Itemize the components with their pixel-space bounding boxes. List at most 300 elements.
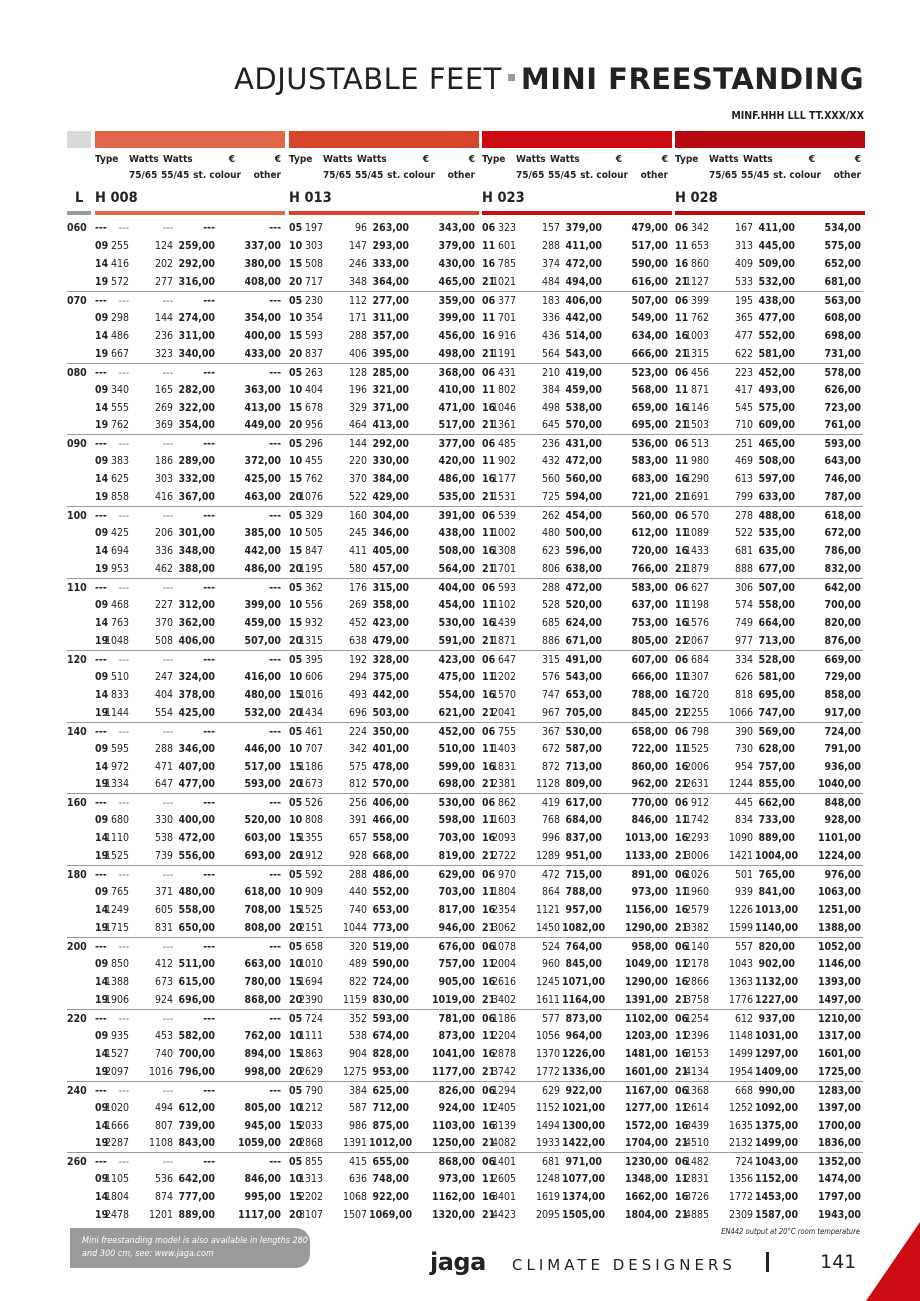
table-cell: 21 <box>675 563 689 576</box>
table-cell: 21 <box>675 491 689 504</box>
table-cell: 517,00 <box>438 419 475 432</box>
table-cell: 19 <box>95 275 109 288</box>
table-cell: 415 <box>348 1156 367 1169</box>
table-cell: 21 <box>675 706 689 719</box>
table-cell: 629,00 <box>438 869 475 882</box>
table-cell: 560 <box>541 473 560 486</box>
table-cell: 10 <box>289 886 303 899</box>
table-cell: 391,00 <box>438 510 475 523</box>
table-cell: 1315 <box>684 347 709 360</box>
table-cell: 454,00 <box>565 510 602 523</box>
table-cell: 762 <box>110 419 129 432</box>
table-cell: 20 <box>289 634 303 647</box>
table-cell: 2354 <box>491 904 516 917</box>
table-cell: 617,00 <box>565 797 602 810</box>
table-cell: 1078 <box>491 941 516 953</box>
table-cell: 15 <box>289 832 303 845</box>
table-cell: 1177,00 <box>431 1065 475 1078</box>
table-cell: 303 <box>154 473 173 486</box>
table-cell: --- <box>118 653 129 666</box>
table-cell: 186 <box>154 455 173 468</box>
table-row <box>67 901 863 919</box>
table-cell: 465,00 <box>438 275 475 288</box>
hdr-type: Type <box>289 154 313 165</box>
table-cell: 456,00 <box>438 329 475 342</box>
table-cell: 858 <box>110 491 129 504</box>
table-cell: 505 <box>304 527 323 540</box>
table-cell: 1587,00 <box>755 1209 799 1222</box>
table-cell: 124 <box>154 239 173 252</box>
table-cell: 872 <box>541 760 560 773</box>
table-cell: 1320,00 <box>431 1209 475 1222</box>
table-cell: 673 <box>154 975 173 988</box>
table-cell: 543,00 <box>565 670 602 683</box>
table-cell: 532,00 <box>758 275 795 288</box>
table-cell: 05 <box>289 510 303 523</box>
table-cell: 1105 <box>104 1173 129 1186</box>
table-cell: 678 <box>304 401 323 414</box>
table-cell: 1244 <box>728 778 753 791</box>
table-cell: --- <box>95 438 107 451</box>
table-cell: 220 <box>348 455 367 468</box>
table-cell: 508,00 <box>438 545 475 558</box>
table-cell: 05 <box>289 222 303 234</box>
table-cell: 19 <box>95 1137 109 1150</box>
table-cell: --- <box>269 438 281 451</box>
table-cell: --- <box>95 582 107 594</box>
table-cell: 658 <box>304 941 323 953</box>
table-cell: 653,00 <box>565 688 602 701</box>
table-cell: 21 <box>482 275 496 288</box>
table-cell: 2004 <box>491 957 516 970</box>
table-cell: 1356 <box>728 1173 753 1186</box>
hdr-5545: 55/45 <box>355 170 384 181</box>
table-cell: 06 <box>675 582 689 594</box>
table-cell: 21 <box>675 275 689 288</box>
table-cell: 1611 <box>535 993 560 1006</box>
table-row <box>67 578 863 596</box>
table-cell: 666,00 <box>631 347 668 360</box>
hdr-stcolour: st. colour <box>773 170 821 181</box>
table-cell: 528,00 <box>758 653 795 666</box>
table-cell: 875,00 <box>372 1119 409 1132</box>
table-cell: 288 <box>541 582 560 594</box>
table-cell: 263 <box>304 366 323 379</box>
header-bar <box>289 211 479 215</box>
table-cell: 1307 <box>684 670 709 683</box>
table-cell: 695,00 <box>758 688 795 701</box>
table-cell: 202 <box>154 257 173 270</box>
table-cell: 977 <box>734 634 753 647</box>
table-cell: 486 <box>110 329 129 342</box>
table-cell: 395,00 <box>372 347 409 360</box>
table-cell: 964,00 <box>565 1029 602 1042</box>
table-cell: --- <box>95 797 107 810</box>
table-cell: 532,00 <box>244 706 281 719</box>
table-cell: 536,00 <box>631 438 668 451</box>
table-cell: 577 <box>541 1012 560 1025</box>
table-cell: 11 <box>675 957 689 970</box>
table-cell: 575,00 <box>758 401 795 414</box>
table-cell: 1164,00 <box>562 993 606 1006</box>
table-cell: 1290,00 <box>624 975 668 988</box>
table-cell: 11 <box>482 742 496 755</box>
table-cell: 16 <box>482 616 496 629</box>
table-cell: 16 <box>482 904 496 917</box>
table-cell: 572 <box>110 275 129 288</box>
table-cell: --- <box>203 582 215 594</box>
table-cell: 1317,00 <box>817 1029 861 1042</box>
table-cell: 4082 <box>491 1137 516 1150</box>
table-cell: 430,00 <box>438 257 475 270</box>
table-cell: 315,00 <box>372 582 409 594</box>
table-cell: --- <box>269 653 281 666</box>
table-cell: 556 <box>304 598 323 611</box>
table-cell: 729,00 <box>824 670 861 683</box>
table-cell: 508 <box>154 634 173 647</box>
table-cell: 960 <box>541 957 560 970</box>
table-cell: 16 <box>675 1047 689 1060</box>
table-row <box>67 775 863 793</box>
table-cell: 459,00 <box>565 383 602 396</box>
table-cell: 20 <box>289 993 303 1006</box>
table-cell: 425,00 <box>244 473 281 486</box>
table-cell: 1195 <box>298 563 323 576</box>
hdr-7565: 75/65 <box>516 170 545 181</box>
table-cell: 747 <box>541 688 560 701</box>
table-cell: 555 <box>110 401 129 414</box>
table-cell: 445,00 <box>758 239 795 252</box>
table-cell: 1525 <box>104 850 129 863</box>
table-cell: 11 <box>482 239 496 252</box>
table-cell: 10 <box>289 383 303 396</box>
table-cell: 681 <box>734 545 753 558</box>
table-cell: 465,00 <box>758 438 795 451</box>
table-cell: 06 <box>482 1012 496 1025</box>
table-cell: 14 <box>95 257 109 270</box>
table-cell: 1570 <box>491 688 516 701</box>
table-cell: 681 <box>541 1156 560 1169</box>
table-cell: 452,00 <box>758 366 795 379</box>
table-cell: 653 <box>690 239 709 252</box>
table-cell: 405,00 <box>372 545 409 558</box>
table-cell: 336 <box>541 311 560 324</box>
table-cell: 837 <box>304 347 323 360</box>
table-row <box>67 1063 863 1081</box>
table-cell: 684,00 <box>565 814 602 827</box>
table-cell: 507,00 <box>244 634 281 647</box>
table-cell: 509,00 <box>758 257 795 270</box>
table-cell: 498 <box>541 401 560 414</box>
table-cell: 255 <box>110 239 129 252</box>
table-row <box>67 973 863 991</box>
column-header <box>67 152 863 186</box>
table-row <box>67 273 863 291</box>
table-cell: 16 <box>675 832 689 845</box>
table-cell: --- <box>118 438 129 451</box>
table-row <box>67 434 863 452</box>
table-cell: 05 <box>289 725 303 738</box>
length-cell: 090 <box>67 438 87 451</box>
table-cell: --- <box>162 1084 173 1097</box>
table-cell: --- <box>95 222 107 234</box>
table-cell: --- <box>203 1084 215 1097</box>
hdr-stcolour: st. colour <box>387 170 435 181</box>
table-cell: 06 <box>675 1156 689 1169</box>
table-cell: 564 <box>541 347 560 360</box>
table-cell: 1245 <box>535 975 560 988</box>
table-cell: 486,00 <box>244 563 281 576</box>
table-cell: 385,00 <box>244 527 281 540</box>
table-cell: 301,00 <box>178 527 215 540</box>
table-cell: 1700,00 <box>817 1119 861 1132</box>
table-cell: 928 <box>348 850 367 863</box>
table-cell: 210 <box>541 366 560 379</box>
table-cell: 1352,00 <box>817 1156 861 1169</box>
table-cell: --- <box>162 438 173 451</box>
table-cell: 16 <box>675 904 689 917</box>
table-cell: 594,00 <box>565 491 602 504</box>
table-cell: 2866 <box>684 975 709 988</box>
table-cell: 20 <box>289 1065 303 1078</box>
table-cell: 1226 <box>728 904 753 917</box>
table-cell: 05 <box>289 941 303 953</box>
table-cell: 596,00 <box>565 545 602 558</box>
table-cell: 636 <box>348 1173 367 1186</box>
table-cell: 629 <box>541 1084 560 1097</box>
table-cell: 16 <box>675 760 689 773</box>
table-cell: 11 <box>482 455 496 468</box>
table-cell: 520,00 <box>244 814 281 827</box>
table-cell: 246 <box>348 257 367 270</box>
table-cell: 2831 <box>684 1173 709 1186</box>
table-cell: 724,00 <box>372 975 409 988</box>
table-cell: 480 <box>541 527 560 540</box>
table-cell: 1450 <box>535 922 560 935</box>
table-cell: 323 <box>154 347 173 360</box>
table-cell: 412 <box>154 957 173 970</box>
table-cell: 2041 <box>491 706 516 719</box>
table-cell: 10 <box>289 814 303 827</box>
table-cell: 622 <box>734 347 753 360</box>
table-cell: 20 <box>289 706 303 719</box>
corner-triangle <box>866 1222 920 1301</box>
table-cell: 612,00 <box>178 1101 215 1114</box>
table-cell: 1403 <box>491 742 516 755</box>
table-row <box>67 704 863 722</box>
table-cell: 1499,00 <box>755 1137 799 1150</box>
table-cell: 19 <box>95 706 109 719</box>
table-cell: 826,00 <box>438 1084 475 1097</box>
table-cell: 306 <box>734 582 753 594</box>
table-cell: 09 <box>95 957 109 970</box>
table-cell: 1277,00 <box>624 1101 668 1114</box>
table-cell: --- <box>118 582 129 594</box>
table-cell: 1831 <box>491 760 516 773</box>
table-cell: 21 <box>482 922 496 935</box>
table-cell: 409 <box>734 257 753 270</box>
table-cell: 11 <box>675 886 689 899</box>
table-cell: 395 <box>304 653 323 666</box>
table-cell: --- <box>162 366 173 379</box>
table-cell: 374 <box>541 257 560 270</box>
table-cell: 359,00 <box>438 294 475 307</box>
table-cell: --- <box>118 294 129 307</box>
table-cell: 21 <box>675 1209 689 1222</box>
table-cell: 21 <box>675 634 689 647</box>
table-cell: 1026 <box>684 869 709 882</box>
table-cell: 380,00 <box>244 257 281 270</box>
table-cell: 491,00 <box>565 653 602 666</box>
table-cell: 14 <box>95 688 109 701</box>
table-cell: 259,00 <box>178 239 215 252</box>
table-cell: 20 <box>289 563 303 576</box>
table-cell: 19 <box>95 922 109 935</box>
table-cell: 677,00 <box>758 563 795 576</box>
table-cell: 14 <box>95 329 109 342</box>
table-cell: 1388,00 <box>817 922 861 935</box>
table-cell: 416 <box>154 491 173 504</box>
table-cell: 390 <box>734 725 753 738</box>
table-cell: 311,00 <box>178 329 215 342</box>
table-cell: 1016 <box>148 1065 173 1078</box>
table-cell: 10 <box>289 1101 303 1114</box>
table-cell: 4134 <box>684 1065 709 1078</box>
table-cell: 958,00 <box>631 941 668 953</box>
table-cell: 533 <box>734 275 753 288</box>
table-cell: 247 <box>154 670 173 683</box>
hdr-watts-2: Watts <box>357 154 387 165</box>
table-row <box>67 399 863 417</box>
table-cell: 206 <box>154 527 173 540</box>
table-cell: 576 <box>541 670 560 683</box>
table-cell: 274,00 <box>178 311 215 324</box>
table-cell: 1393,00 <box>817 975 861 988</box>
table-cell: 06 <box>675 869 689 882</box>
table-cell: 894,00 <box>244 1047 281 1060</box>
table-cell: 971,00 <box>565 1156 602 1169</box>
table-cell: 560,00 <box>565 473 602 486</box>
table-cell: 874 <box>154 1191 173 1204</box>
table-cell: 112 <box>348 294 367 307</box>
table-cell: 833 <box>110 688 129 701</box>
table-cell: 501 <box>734 869 753 882</box>
table-cell: 354 <box>304 311 323 324</box>
table-cell: 06 <box>675 797 689 810</box>
table-cell: 2097 <box>104 1065 129 1078</box>
table-cell: 342 <box>348 742 367 755</box>
height-label: H 013 <box>289 190 332 206</box>
hdr-7565: 75/65 <box>129 170 158 181</box>
table-cell: 2151 <box>298 922 323 935</box>
title-part1: ADJUSTABLE FEET <box>234 62 502 96</box>
table-cell: 384 <box>348 1084 367 1097</box>
table-cell: --- <box>203 510 215 523</box>
table-row <box>67 991 863 1009</box>
table-cell: 574 <box>734 598 753 611</box>
table-cell: 762 <box>304 473 323 486</box>
table-cell: 277 <box>154 275 173 288</box>
table-cell: 798 <box>690 725 709 738</box>
table-cell: 367 <box>541 725 560 738</box>
table-cell: 625 <box>110 473 129 486</box>
table-cell: 1294 <box>491 1084 516 1097</box>
table-cell: 06 <box>482 797 496 810</box>
table-cell: 831 <box>154 922 173 935</box>
table-cell: 786,00 <box>824 545 861 558</box>
table-cell: 1960 <box>684 886 709 899</box>
table-cell: 1031,00 <box>755 1029 799 1042</box>
table-cell: 1010 <box>298 957 323 970</box>
table-cell: 14 <box>95 1047 109 1060</box>
table-cell: 10 <box>289 455 303 468</box>
table-cell: 698,00 <box>438 778 475 791</box>
table-cell: 628,00 <box>758 742 795 755</box>
table-cell: 507,00 <box>631 294 668 307</box>
table-cell: 582,00 <box>178 1029 215 1042</box>
table-cell: 808,00 <box>244 922 281 935</box>
table-cell: 520,00 <box>565 598 602 611</box>
table-cell: 787,00 <box>824 491 861 504</box>
table-cell: 399 <box>690 294 709 307</box>
length-cell: 080 <box>67 366 87 379</box>
table-cell: 1052,00 <box>817 941 861 953</box>
table-cell: 383 <box>110 455 129 468</box>
table-cell: 442,00 <box>565 311 602 324</box>
table-cell: 336 <box>154 545 173 558</box>
table-cell: 855 <box>304 1156 323 1169</box>
table-cell: 10 <box>289 957 303 970</box>
table-cell: 330 <box>154 814 173 827</box>
table-cell: 09 <box>95 670 109 683</box>
table-cell: 973,00 <box>631 886 668 899</box>
table-cell: 889,00 <box>758 832 795 845</box>
table-cell: 416,00 <box>244 670 281 683</box>
table-cell: 912 <box>690 797 709 810</box>
table-cell: 411 <box>348 545 367 558</box>
table-cell: 15 <box>289 329 303 342</box>
table-cell: 807 <box>154 1119 173 1132</box>
table-cell: 09 <box>95 383 109 396</box>
table-cell: 705,00 <box>565 706 602 719</box>
table-cell: 805,00 <box>631 634 668 647</box>
table-cell: 2178 <box>684 957 709 970</box>
table-cell: 1527 <box>104 1047 129 1060</box>
length-cell: 240 <box>67 1084 87 1097</box>
table-cell: 15 <box>289 473 303 486</box>
table-cell: 05 <box>289 366 303 379</box>
table-cell: 717 <box>304 275 323 288</box>
table-cell: 1906 <box>104 993 129 1006</box>
table-cell: 401,00 <box>372 742 409 755</box>
table-cell: 1162,00 <box>431 1191 475 1204</box>
table-cell: 09 <box>95 814 109 827</box>
table-cell: 05 <box>289 438 303 451</box>
table-cell: 513 <box>690 438 709 451</box>
table-cell: 1202 <box>491 670 516 683</box>
table-cell: 530,00 <box>438 797 475 810</box>
table-cell: 431 <box>497 366 516 379</box>
table-cell: 16 <box>675 1191 689 1204</box>
table-cell: 464 <box>348 419 367 432</box>
table-cell: 845,00 <box>631 706 668 719</box>
table-cell: 20 <box>289 491 303 504</box>
table-cell: --- <box>162 222 173 234</box>
table-cell: 616,00 <box>631 275 668 288</box>
table-cell: 298 <box>110 311 129 324</box>
table-cell: 657 <box>348 832 367 845</box>
table-cell: 528 <box>541 598 560 611</box>
